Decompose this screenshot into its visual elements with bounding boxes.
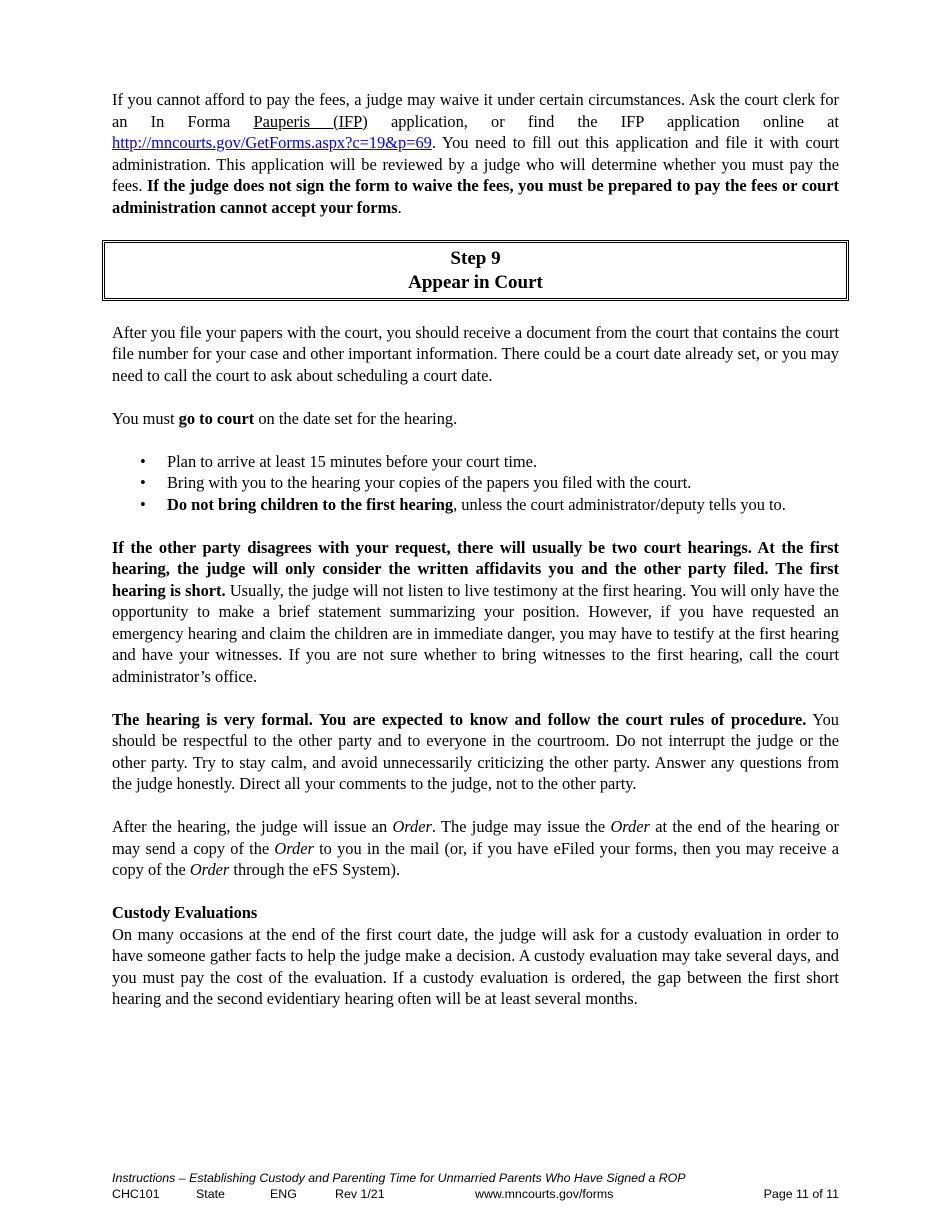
fee-text-3: . You need to fill out this application and file it with court administration. This application will be reviewed by a judge who will determine whether you must pay the fees. [112, 133, 839, 195]
order-text: . The judge may issue the [431, 817, 611, 836]
custody-evaluations-paragraph: On many occasions at the end of the first court date, the judge will ask for a custody evaluation in order to have someone gather facts to help the judge make a decision. A custody evaluation may take several days, and you must pay the cost of the evaluation. If a custody evaluation is ordered, the gap between the first short hearing and the second evidentiary hearing often will be at least several months. [112, 924, 839, 1008]
footer-forms-link[interactable]: www.mncourts.gov/forms [475, 1187, 614, 1201]
list-item [167, 451, 839, 473]
formal-emphasis: The hearing is very formal. You are expected to know and follow the court rules of procedure. [112, 709, 807, 729]
formal-hearing-paragraph [112, 709, 839, 795]
list-item-emphasis: Do not bring children to the first hearing [167, 494, 454, 514]
custody-evaluations-heading: Custody Evaluations [112, 903, 258, 922]
disagreement-text: Usually, the judge will not listen to live testimony at the first hearing. You will only have the opportunity to make a brief statement summarizing your position. However, if you have requested an emergency hearing and claim the children are in immediate danger, you may have to testify at the first hearing and have your witnesses. If you are not sure whether to bring witnesses to the first hearing, call the court administrator’s office. [112, 580, 840, 686]
order-text: After the hearing, the judge will issue an [112, 817, 393, 836]
order-text: through the eFS System). [229, 860, 401, 879]
ifp-application-link[interactable]: http://mncourts.gov/GetForms.aspx?c=19&p=69 [112, 133, 432, 152]
fee-text-2: application, or find the IFP application online at [367, 111, 839, 131]
disagreement-emphasis: If the other party disagrees with your request, there will usually be two court hearings. At the first hearing, the judge will only consider the written affidavits you and the other party filed. The first hearing is short. [112, 537, 839, 600]
page-footer [112, 1170, 839, 1202]
step-number: Step 9 [450, 247, 501, 269]
fee-waiver-paragraph [112, 89, 839, 218]
list-item [167, 494, 839, 516]
form-jurisdiction: State [196, 1187, 225, 1201]
list-item-text: , unless the court administrator/deputy tells you to. [453, 494, 786, 514]
fee-text-end: . [397, 197, 402, 217]
order-text: at the end of the hearing or may send a copy of the [112, 817, 839, 858]
attend-paragraph [112, 408, 839, 430]
intro-paragraph: After you file your papers with the court, you should receive a document from the court that contains the court file number for your case and other important information. There could be a court date already set, or you may need to call the court to ask about scheduling a court date. [112, 322, 839, 385]
page-number: Page 11 of 11 [763, 1187, 839, 1201]
step-heading-box [102, 240, 849, 301]
attend-text-post: on the date set for the hearing. [254, 408, 458, 428]
list-item-text: Plan to arrive at least 15 minutes before your court time. [167, 451, 538, 471]
formal-text: You should be respectful to the other party and to everyone in the courtroom. Do not interrupt the judge or the other party. Try to stay calm, and avoid unnecessarily criticizing the other party. Answer any questions from the judge honestly. Direct all your comments to the judge, not to the other party. [112, 709, 840, 793]
fee-text-1: If you cannot afford to pay the fees, a judge may waive it under certain circumstances. Ask the court clerk for an In Forma [112, 90, 839, 131]
list-item-text: Bring with you to the hearing your copies of the papers you filed with the court. [167, 473, 692, 492]
order-term: Order [610, 817, 650, 836]
attend-emphasis: go to court [178, 408, 255, 428]
attend-text-pre: You must [112, 408, 179, 428]
fee-warning: If the judge does not sign the form to waive the fees, you must be prepared to pay the fees or court administration cannot accept your forms [112, 176, 839, 217]
form-code: CHC101 [112, 1187, 160, 1201]
list-item [167, 472, 839, 494]
order-term: Order [274, 838, 314, 858]
order-term: Order [189, 860, 230, 879]
document-body [112, 89, 839, 1031]
form-revision: Rev 1/21 [335, 1187, 385, 1201]
step-title: Appear in Court [408, 272, 543, 293]
hearing-checklist [112, 451, 839, 516]
footer-document-title: Instructions – Establishing Custody and Parenting Time for Unmarried Parents Who Have Signed a ROP [112, 1171, 686, 1185]
ifp-term: Pauperis (IFP) [253, 111, 368, 131]
footer-meta-row [112, 1186, 839, 1202]
form-language: ENG [270, 1187, 297, 1201]
disagreement-paragraph [112, 537, 839, 688]
order-paragraph [112, 816, 839, 881]
order-term: Order [392, 817, 432, 836]
order-text: to you in the mail (or, if you have eFiled your forms, then you may receive a copy of the [112, 838, 839, 879]
